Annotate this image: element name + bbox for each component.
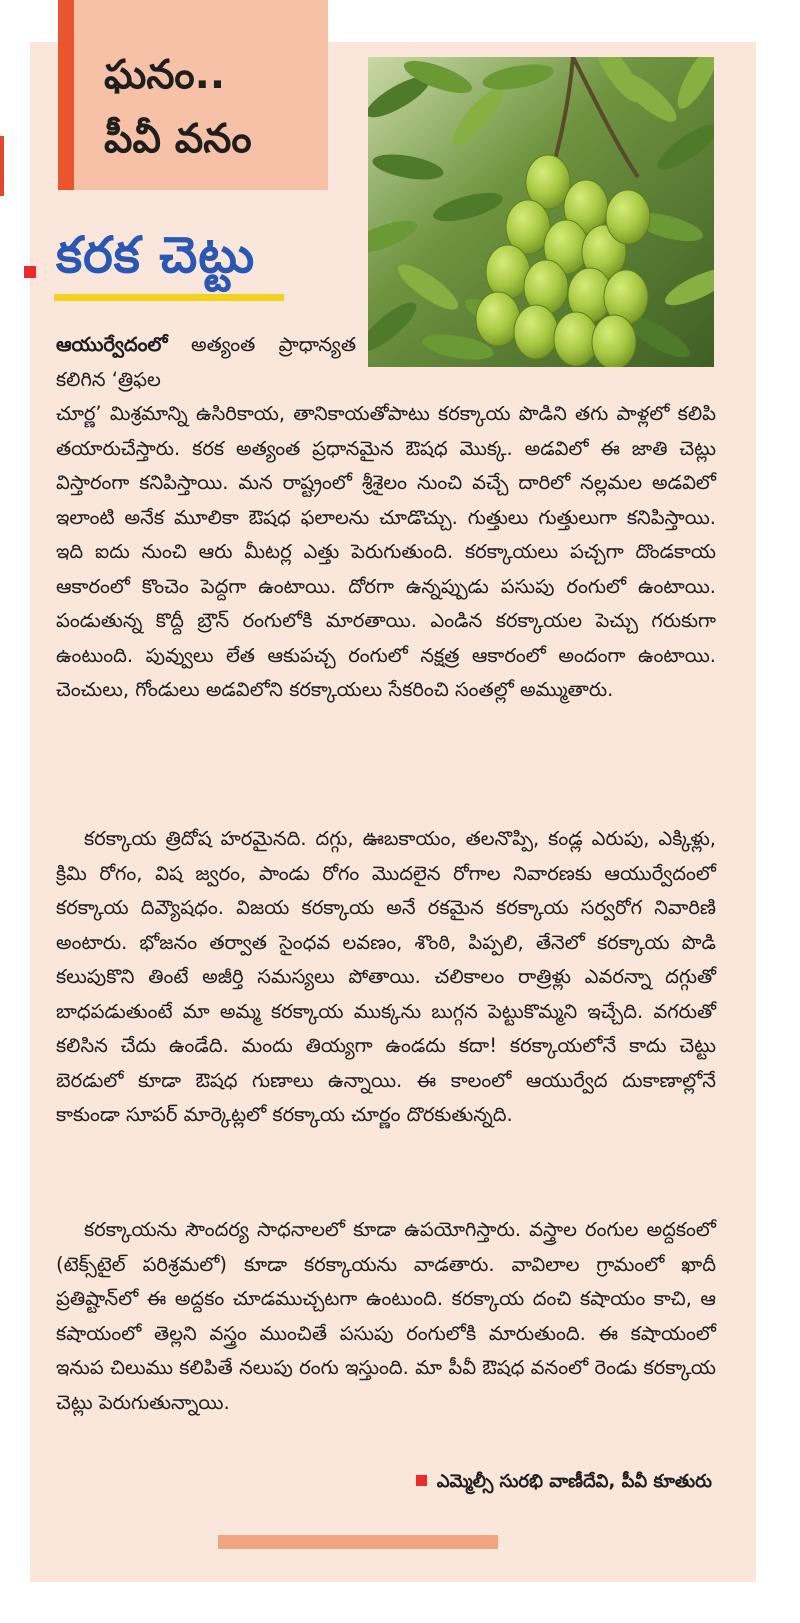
fruit-shape (514, 305, 558, 359)
header-accent-bar (58, 0, 74, 190)
paragraph-2-text: కరక్కాయ త్రిదోష హరమైనది. దగ్గు, ఊబకాయం, తలనొప్పి, కండ్ల ఎరుపు, ఎక్కిళ్లు, క్రిమి రోగం, విష జ్వరం, పాండు రోగం మొదలైన రోగాల నివారణకు ఆయుర్వేదంలో కరక్కాయ దివ్యౌషధం. విజయ కరక్కాయ అనే రకమైన కరక్కాయ సర్వరోగ నివారిణి అంటారు. భోజనం తర్వాత సైంధవ లవణం, శొంఠి, పిప్పలి, తేనెలో కరక్కాయ పొడి కలుపుకొని తింటే అజీర్తి సమస్యలు పోతాయి. చలికాలం రాత్రిళ్లు ఎవరన్నా దగ్గుతో బాధపడుతుంటే మా అమ్మ కరక్కాయ ముక్కను బుగ్గన పెట్టుకొమ్మని ఇచ్చేది. వగరుతో కలిసిన చేదు ఉండేది. మందు తియ్యగా ఉండదు కదా! కరక్కాయలోనే కాదు చెట్టు బెరడులో కూడా ఔషధ గుణాలు ఉన్నాయి. ఈ కాలంలో ఆయుర్వేద దుకాణాల్లోనే కాకుండా సూపర్ మార్కెట్లలో కరక్కాయ చూర్ణం దొరకుతున్నది. (56, 827, 716, 1126)
bottom-accent-bar (218, 1535, 498, 1549)
credit-marker (416, 1475, 427, 1486)
paragraph-2 (56, 822, 716, 1133)
lead-word: ఆయుర్వేదంలో (56, 333, 168, 356)
paragraph-3 (56, 1213, 716, 1420)
fruit-shape (554, 312, 598, 366)
column-heading-line2: పీవీ వనం (104, 116, 252, 162)
fruit-shape (592, 315, 636, 367)
lead-rest: అత్యంత ప్రాధాన్యత కలిగిన ‘త్రిఫల (56, 333, 356, 391)
fruit-shape (486, 245, 530, 299)
page-edge-mark (0, 136, 4, 196)
article-title: కరక చెట్టు (56, 226, 256, 284)
karaka-tree-photo (368, 57, 714, 367)
fruit-cluster-illustration (368, 57, 714, 367)
author-credit-text: ఎమ్మెల్సీ సురభి వాణీదేవి, పీవీ కూతురు (436, 1471, 712, 1492)
title-marker (24, 266, 36, 278)
title-underline (54, 294, 284, 301)
paragraph-1: చూర్ణ’ మిశ్రమాన్ని ఉసిరికాయ, తానికాయతోపాటు కరక్కాయ పొడిని తగు పాళ్లలో కలిపి తయారుచేస్తారు. కరక అత్యంత ప్రధానమైన ఔషధ మొక్క. అడవిలో ఈ జాతి చెట్లు విస్తారంగా కనిపిస్తాయి. మన రాష్ట్రంలో శ్రీశైలం నుంచి వచ్చే దారిలో నల్లమల అడవిలో ఇలాంటి అనేక మూలికా ఔషధ ఫలాలను చూడొచ్చు. గుత్తులు గుత్తులుగా కనిపిస్తాయి. ఇది ఐదు నుంచి ఆరు మీటర్ల ఎత్తు పెరుగుతుంది. కరక్కాయలు పచ్చగా దొండకాయ ఆకారంలో కొంచెం పెద్దగా ఉంటాయి. దోరగా ఉన్నప్పుడు పసుపు రంగులో ఉంటాయి. పండుతున్న కొద్దీ బ్రౌన్ రంగులోకి మారతాయి. ఎండిన కరక్కాయల పెచ్చు గరుకుగా ఉంటుంది. పువ్వులు లేత ఆకుపచ్చ రంగులో నక్షత్ర ఆకారంలో అందంగా ఉంటాయి. చెంచులు, గోండులు అడవిలోని కరక్కాయలు సేకరించి సంతల్లో అమ్ముతారు. (56, 402, 716, 701)
column-heading-line1: ఘనం.. (104, 52, 226, 98)
lead-text (56, 328, 356, 397)
fruit-shape (606, 190, 650, 244)
paragraph-3-text: కరక్కాయను సౌందర్య సాధనాలలో కూడా ఉపయోగిస్తారు. వస్త్రాల రంగుల అద్దకంలో (టెక్స్‌టైల్ పరిశ్రమలో) కూడా కరక్కాయను వాడతారు. వావిలాల గ్రామంలో ఖాదీ ప్రతిష్టాన్‌లో ఈ అద్దకం చూడముచ్చటగా ఉంటుంది. కరక్కాయ దంచి కషాయం కాచి, ఆ కషాయంలో తెల్లని వస్త్రం ముంచితే పసుపు రంగులోకి మారుతుంది. ఈ కషాయంలో ఇనుప చిలుము కలిపితే నలుపు రంగు ఇస్తుంది. మా పీవీ ఔషధ వనంలో రెండు కరక్కాయ చెట్లు పెరుగుతున్నాయి. (56, 1218, 716, 1414)
author-credit (416, 1471, 712, 1496)
fruit-shape (476, 292, 520, 346)
